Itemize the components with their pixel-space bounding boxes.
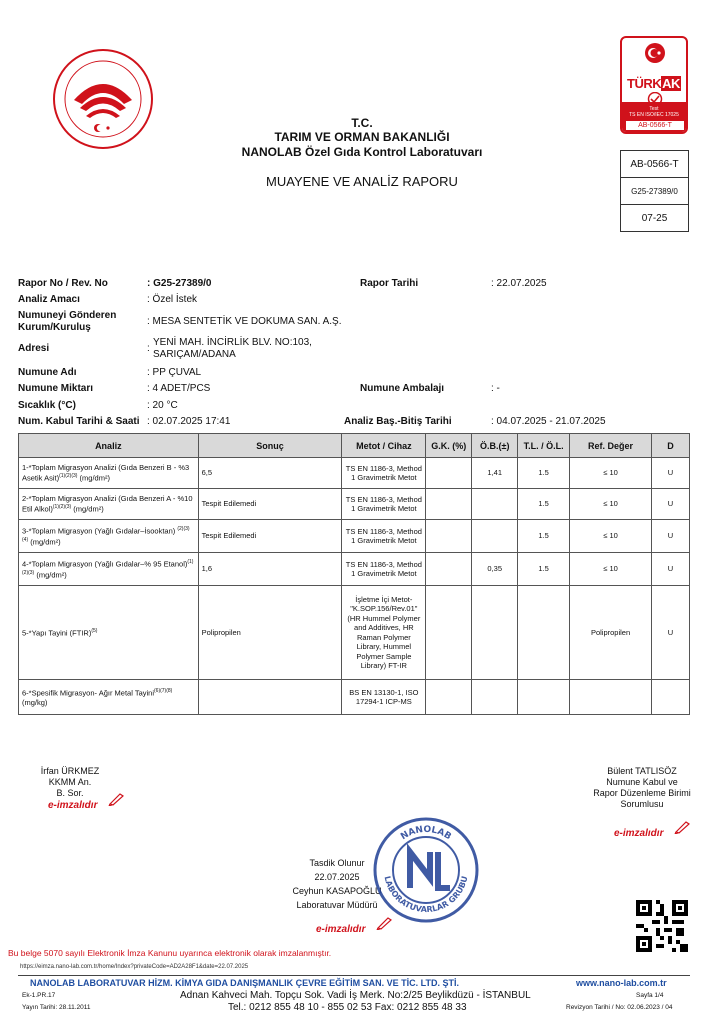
- center-sig-name: Ceyhun KASAPOĞLU: [292, 886, 382, 896]
- cell-d: U: [652, 553, 690, 586]
- cell-ob: [472, 586, 518, 680]
- cell-ob: 1,41: [472, 458, 518, 489]
- table-row: [19, 458, 690, 489]
- svg-text:NANOLAB: [399, 825, 453, 842]
- ambalaj-label: Numune Ambalajı: [360, 383, 445, 394]
- cell-d: U: [652, 458, 690, 489]
- miktar-value: : 4 ADET/PCS: [147, 383, 211, 394]
- header-lab: NANOLAB Özel Gıda Kontrol Laboratuvarı: [241, 145, 483, 159]
- report-title: MUAYENE VE ANALİZ RAPORU: [266, 174, 458, 189]
- adres-line1: YENİ MAH. İNCİRLİK BLV. NO:103,: [153, 337, 312, 348]
- cell-ob: [472, 680, 518, 715]
- adres-line2: SARIÇAM/ADANA: [153, 349, 236, 360]
- cell-metot: İşletme İçi Metot- "K.SOP.156/Rev.01" (HR Hummel Polymer and Additives, HR Raman Polymer Library, Hummel Polymer Sample Library) FT-IR: [342, 586, 426, 680]
- cell-sonuc: Tespit Edilemedi: [198, 520, 342, 553]
- report-info: Rapor No / Rev. No : G25-27389/0 Rapor Tarihi : 22.07.2025 Analiz Amacı : Özel İstek Numuneyi Gönderen Kurum/Kuruluş : MESA SENTETİK VE DOKUMA SAN. A.Ş. Adresi : YENİ MAH. İNCİRLİK BLV. NO:103, SARIÇAM/ADANA Numune Adı : PP ÇUVAL Numune Miktarı : 4 ADET/PCS Numune Ambalajı : - Sıcaklık (°C) : 20 °C Num. Kabul Tarihi & Saati : 02.07.2025 17:41 Analiz Baş.-Bitiş Tarihi : 04.07.2025 - 21.07.2025: [18, 278, 606, 427]
- gonderen-value: : MESA SENTETİK VE DOKUMA SAN. A.Ş.: [147, 316, 342, 327]
- sicaklik-value: : 20 °C: [147, 400, 178, 411]
- turkak-ab: AB-0566-T: [626, 121, 684, 130]
- cell-ref: [570, 680, 652, 715]
- footer-address: Adnan Kahveci Mah. Topçu Sok. Vadi İş Merk. No:2/25 Beylikdüzü - İSTANBUL: [180, 990, 531, 1001]
- col-ob: Ö.B.(±): [472, 434, 518, 458]
- report-number-box: G25-27389/0: [621, 178, 688, 205]
- cell-metot: TS EN 1186-3, Method 1 Gravimetrik Metot: [342, 458, 426, 489]
- cell-gk: [426, 458, 472, 489]
- cell-gk: [426, 553, 472, 586]
- cell-d: U: [652, 489, 690, 520]
- right-sig-title2: Rapor Düzenleme Birimi: [593, 788, 691, 798]
- rapor-tarihi-label: Rapor Tarihi: [360, 278, 419, 289]
- cell-sonuc: 1,6: [198, 553, 342, 586]
- table-row: [19, 489, 690, 520]
- right-sig-name: Bülent TATLISÖZ: [607, 766, 677, 776]
- table-row: [19, 553, 690, 586]
- table-row: [19, 680, 690, 715]
- cell-ref: ≤ 10: [570, 553, 652, 586]
- cell-metot: TS EN 1186-3, Method 1 Gravimetrik Metot: [342, 553, 426, 586]
- col-gk: G.K. (%): [426, 434, 472, 458]
- turkak-standard: TS EN ISO/IEC 17025: [629, 112, 679, 118]
- cell-gk: [426, 586, 472, 680]
- cell-tl: 1.5: [518, 489, 570, 520]
- amac-value: : Özel İstek: [147, 294, 198, 305]
- cell-tl: 1.5: [518, 520, 570, 553]
- stamp-top-text: NANOLAB: [399, 824, 453, 843]
- col-tl: T.L. / Ö.L.: [518, 434, 570, 458]
- cell-gk: [426, 680, 472, 715]
- col-ref: Ref. Değer: [570, 434, 652, 458]
- analiz-tarih-label: Analiz Baş.-Bitiş Tarihi: [344, 416, 452, 427]
- cell-sonuc: [198, 680, 342, 715]
- cell-d: U: [652, 520, 690, 553]
- left-eimza: e-imzalıdır: [48, 800, 98, 811]
- kabul-label: Num. Kabul Tarihi & Saati: [18, 416, 140, 427]
- cell-ob: [472, 520, 518, 553]
- adres-label: Adresi: [18, 343, 50, 354]
- footer-page: Sayfa 1/4: [636, 992, 664, 999]
- report-month: 07-25: [641, 213, 668, 224]
- left-sig-title2: B. Sor.: [56, 788, 84, 798]
- cell-metot: BS EN 13130-1, ISO 17294-1 ICP-MS: [342, 680, 426, 715]
- cell-metot: TS EN 1186-3, Method 1 Gravimetrik Metot: [342, 520, 426, 553]
- cell-ref: ≤ 10: [570, 458, 652, 489]
- accreditation-number: AB-0566-T: [621, 151, 688, 178]
- cell-sonuc: Polipropilen: [198, 586, 342, 680]
- turkak-word-a: TÜRK: [627, 76, 662, 91]
- stamp-bottom-text: LABORATUVARLAR GRUBU: [382, 875, 470, 915]
- cell-ref: ≤ 10: [570, 520, 652, 553]
- cell-gk: [426, 520, 472, 553]
- cell-tl: 1.5: [518, 458, 570, 489]
- right-eimza: e-imzalıdır: [614, 828, 664, 839]
- col-analiz: Analiz: [19, 434, 199, 458]
- pen-icon: [108, 792, 126, 811]
- col-sonuc: Sonuç: [198, 434, 342, 458]
- cell-metot: TS EN 1186-3, Method 1 Gravimetrik Metot: [342, 489, 426, 520]
- cell-ref: Polipropilen: [570, 586, 652, 680]
- right-sig-title1: Numune Kabul ve: [606, 777, 678, 787]
- cell-analiz: 1-*Toplam Migrasyon Analizi (Gıda Benzeri B - %3 Asetik Asit)$^{(1)(2)(3)}$ (mg/dm²): [19, 458, 199, 489]
- cell-analiz: 3-*Toplam Migrasyon (Yağlı Gıdalar–İsooktan) $^{(2)(3)(4)}$ (mg/dm²): [19, 520, 199, 553]
- cell-d: U: [652, 586, 690, 680]
- table-header-row: [19, 434, 690, 458]
- verification-url[interactable]: https://eimza.nano-lab.com.tr/home/Index?privateCode=AD2A28F1&date=22.07.2025: [20, 964, 249, 970]
- header-tc: T.C.: [351, 116, 373, 130]
- center-sig-label: Tasdik Olunur: [309, 858, 365, 868]
- table-row: [19, 586, 690, 680]
- rapor-tarihi-value: : 22.07.2025: [491, 278, 547, 289]
- cell-sonuc: Tespit Edilemedi: [198, 489, 342, 520]
- sicaklik-label: Sıcaklık (°C): [18, 400, 76, 411]
- cell-tl: [518, 586, 570, 680]
- cell-analiz: 6-*Spesifik Migrasyon- Ağır Metal Tayini$^{(6)(7)(8)}$ (mg/kg): [19, 680, 199, 715]
- right-sig-title3: Sorumlusu: [620, 799, 664, 809]
- cell-d: [652, 680, 690, 715]
- e-signature-notice: Bu belge 5070 sayılı Elektronik İmza Kanunu uyarınca elektronik olarak imzalanmıştır.: [8, 948, 332, 958]
- footer-company: NANOLAB LABORATUVAR HİZM. KİMYA GIDA DANIŞMANLIK ÇEVRE EĞİTİM SAN. VE TİC. LTD. ŞTİ.: [30, 978, 459, 988]
- cell-gk: [426, 489, 472, 520]
- footer-yayin: Yayın Tarihi: 28.11.2011: [22, 1004, 91, 1011]
- cell-tl: [518, 680, 570, 715]
- ambalaj-value: : -: [491, 383, 500, 394]
- turkak-word-b: AK: [662, 76, 680, 91]
- footer-revizyon: Revizyon Tarihi / No: 02.06.2023 / 04: [566, 1004, 673, 1011]
- rapor-no-label: Rapor No / Rev. No: [18, 278, 108, 289]
- pen-icon: [674, 820, 692, 839]
- cell-ob: [472, 489, 518, 520]
- col-metot: Metot / Cihaz: [342, 434, 426, 458]
- cell-tl: 1.5: [518, 553, 570, 586]
- results-table: [18, 433, 690, 715]
- left-sig-name: İrfan ÜRKMEZ: [40, 766, 100, 776]
- nanolab-stamp: [372, 816, 480, 924]
- cell-analiz: 5-*Yapı Tayini (FTIR)$^{(5)}$: [19, 586, 199, 680]
- numune-adi-value: : PP ÇUVAL: [147, 367, 202, 378]
- center-sig-title: Laboratuvar Müdürü: [296, 900, 378, 910]
- footer-form-no: Ek-1.PR.17: [22, 992, 56, 999]
- header-ministry: TARIM VE ORMAN BAKANLIĞI: [274, 130, 450, 144]
- center-sig-date: 22.07.2025: [314, 872, 360, 882]
- left-sig-title1: KKMM An.: [48, 777, 92, 787]
- center-eimza: e-imzalıdır: [316, 924, 366, 935]
- right-signature: [580, 766, 704, 810]
- rapor-no-value: : G25-27389/0: [147, 278, 212, 289]
- footer-web-link[interactable]: www.nano-lab.com.tr: [576, 978, 667, 988]
- cell-sonuc: 6,5: [198, 458, 342, 489]
- gonderen-label: Numuneyi Gönderen Kurum/Kuruluş: [18, 310, 117, 333]
- col-d: D: [652, 434, 690, 458]
- table-row: [19, 520, 690, 553]
- cell-analiz: 4-*Toplam Migrasyon (Yağlı Gıdalar–% 95 Etanol)$^{(1)(2)(3)}$ (mg/dm²): [19, 553, 199, 586]
- numune-adi-label: Numune Adı: [18, 367, 77, 378]
- kabul-value: : 02.07.2025 17:41: [147, 416, 231, 427]
- footer-tel: Tel.: 0212 855 48 10 - 855 02 53 Fax: 0212 855 48 33: [228, 1002, 467, 1013]
- turkak-test: Test: [649, 106, 659, 112]
- cell-analiz: 2-*Toplam Migrasyon Analizi (Gıda Benzeri A - %10 Etil Alkol)$^{(1)(2)(3)}$ (mg/dm²): [19, 489, 199, 520]
- left-signature: [20, 766, 120, 799]
- footer-divider: [18, 975, 690, 976]
- cell-ref: ≤ 10: [570, 489, 652, 520]
- amac-label: Analiz Amacı: [18, 294, 80, 305]
- qr-code[interactable]: [636, 900, 688, 952]
- miktar-label: Numune Miktarı: [18, 383, 94, 394]
- analiz-tarih-value: : 04.07.2025 - 21.07.2025: [491, 416, 606, 427]
- cell-ob: 0,35: [472, 553, 518, 586]
